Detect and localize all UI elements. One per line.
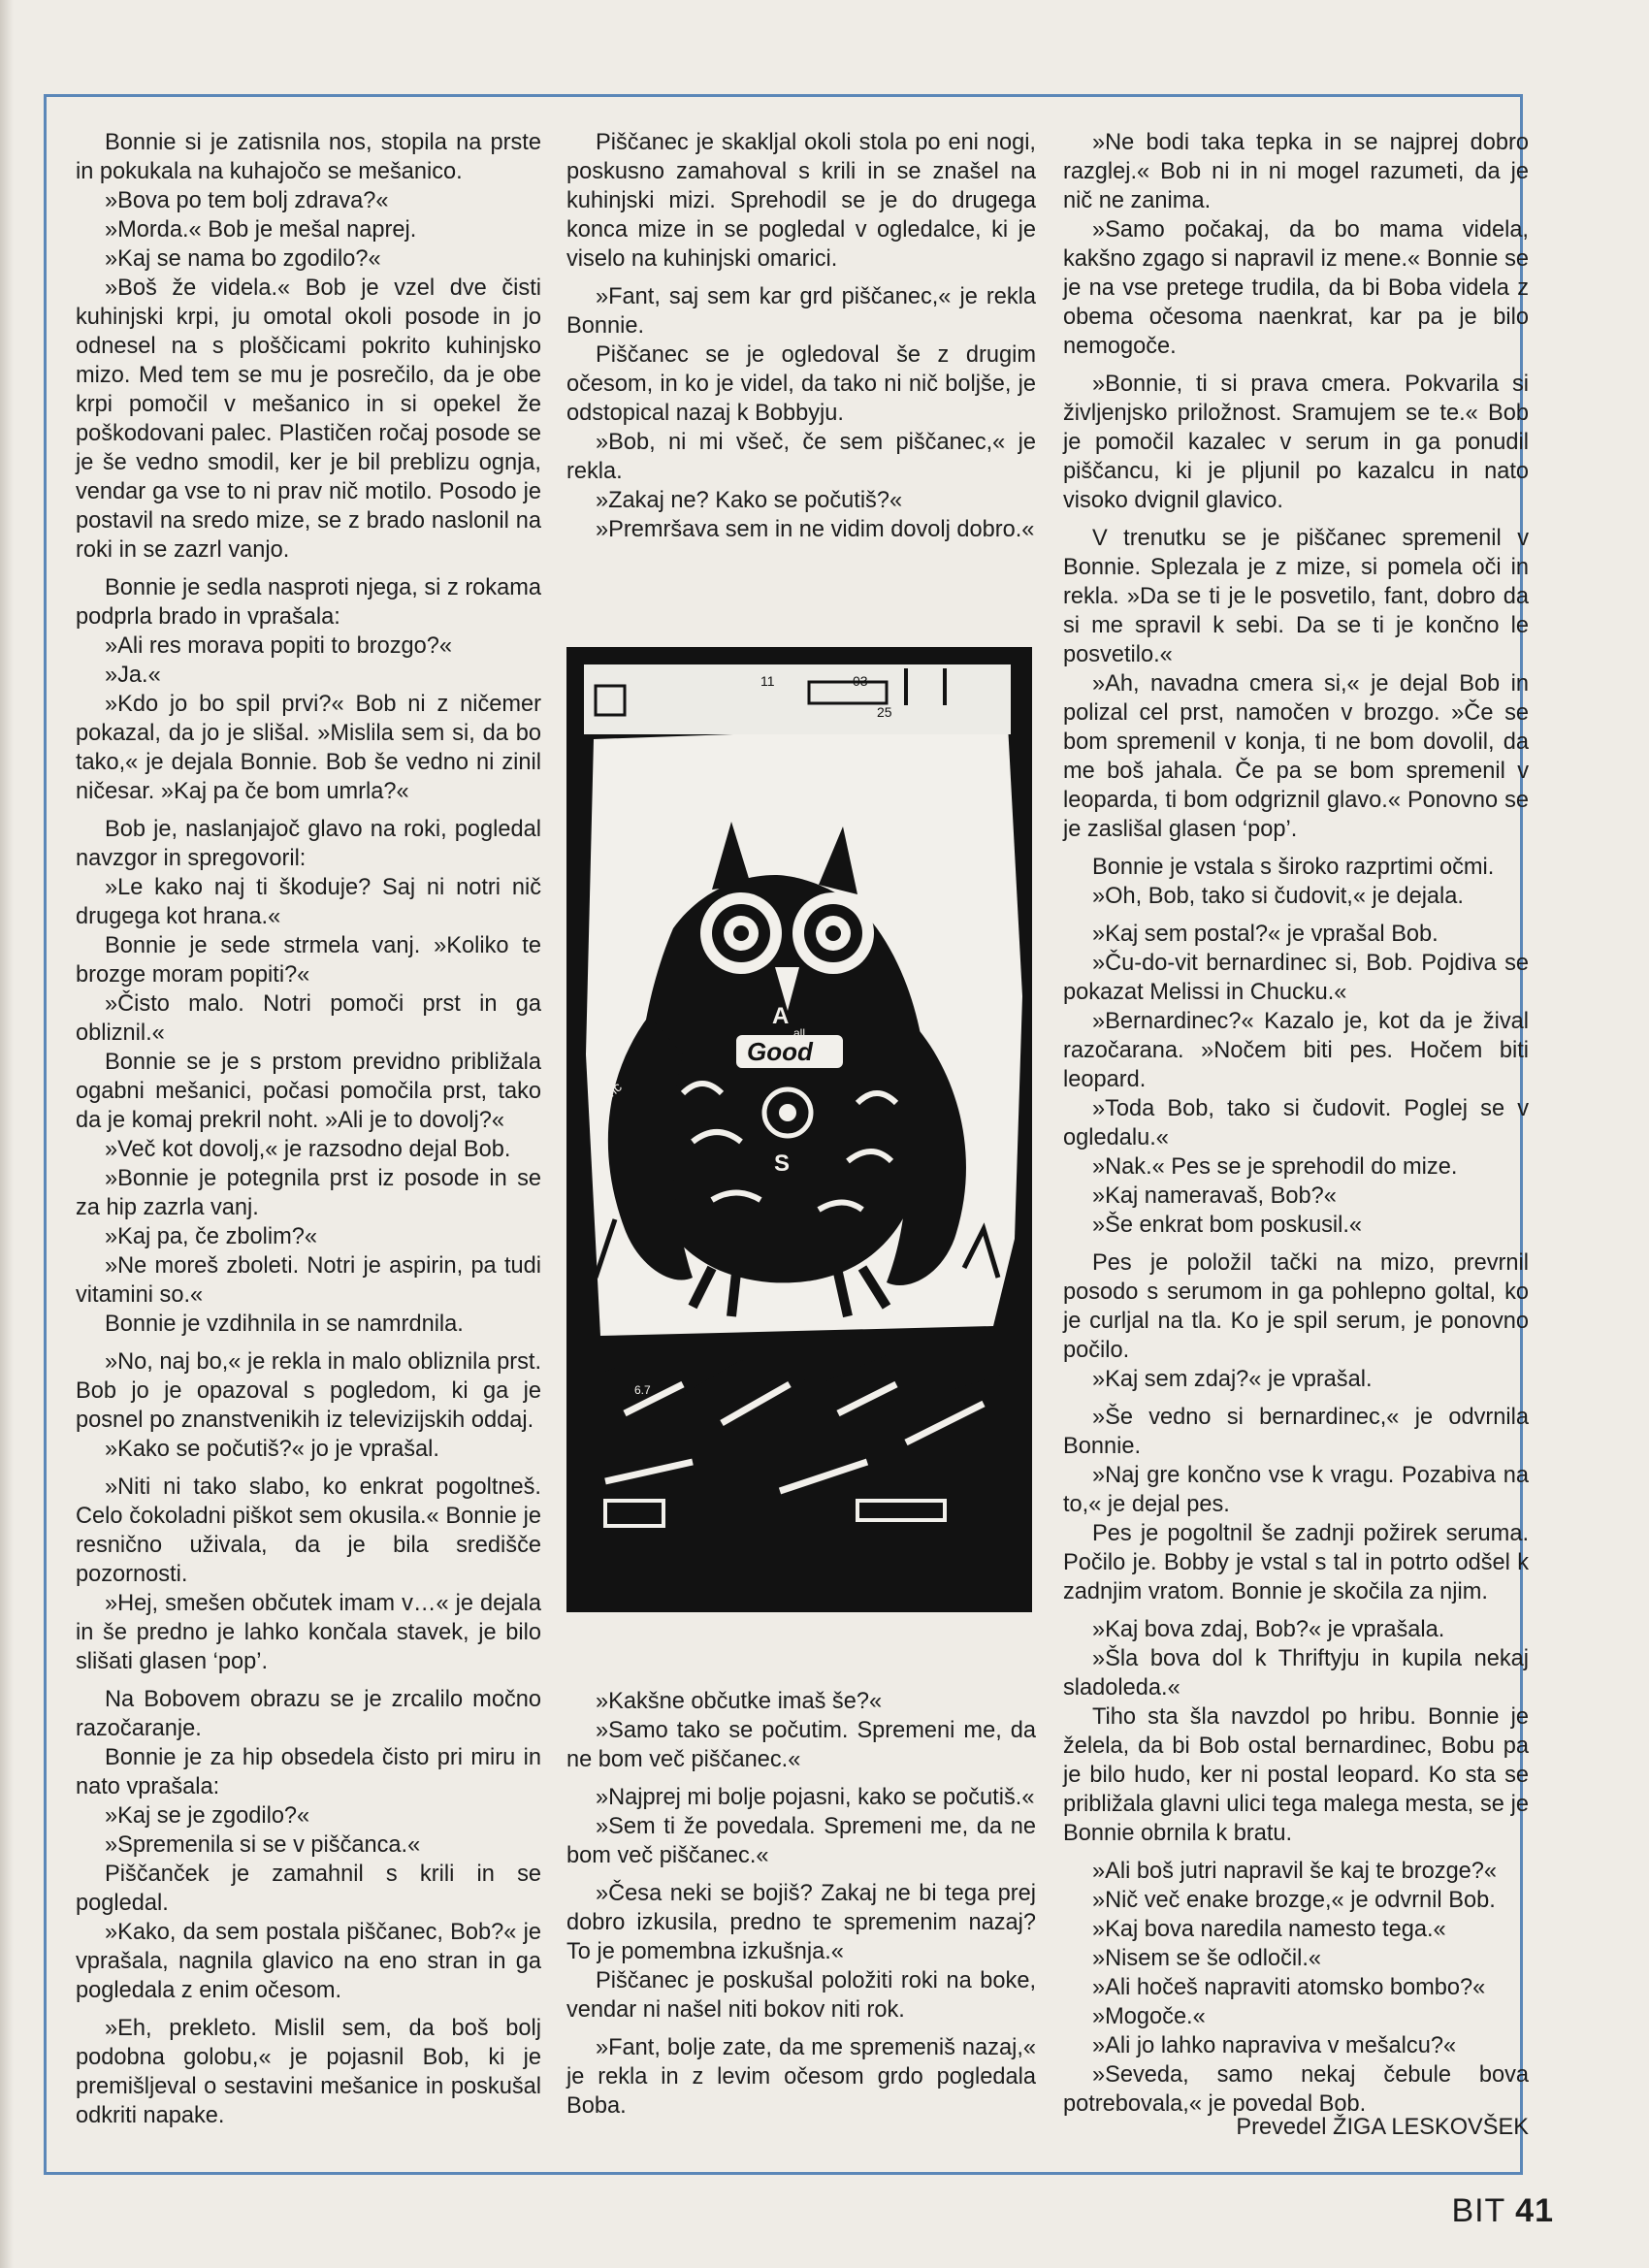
- paragraph: »Fant, bolje zate, da me spremeniš nazaj,« je rekla in z levim očesom grdo pogledala Boba.: [566, 2035, 1036, 2119]
- paragraph: »Hej, smešen občutek imam v…« je dejala in še predno je lahko končala stavek, je bilo slišati glasen ‘pop’.: [76, 1591, 541, 1674]
- paragraph: »Fant, saj sem kar grd piščanec,« je rekla Bonnie.: [566, 284, 1036, 339]
- paragraph: »Ne bodi taka tepka in se najprej dobro razglej.« Bob ni in ni mogel razumeti, da je nič ne zanima.: [1063, 130, 1529, 213]
- text-column-3: [1063, 128, 1529, 2119]
- paragraph: »Spremenila si se v piščanca.«: [105, 1832, 421, 1858]
- paragraph: »Ču-do-vit bernardinec si, Bob. Pojdiva se pokazat Melissi in Chucku.«: [1063, 951, 1529, 1005]
- debris-label: 6.7: [634, 1383, 651, 1397]
- translator-credit: Prevedel ŽIGA LESKOVŠEK: [1236, 2115, 1529, 2140]
- paragraph: »Kaj nameravaš, Bob?«: [1092, 1183, 1337, 1209]
- paragraph: V trenutku se je piščanec spremenil v Bonnie. Splezala je z mize, si pomela oči in rekla. »Da se ti je le posvetilo, fant, dobro da si me spravil k sebi. Da se ti je končno le posvetilo.«: [1063, 526, 1529, 667]
- paragraph: »Ali jo lahko napraviva v mešalcu?«: [1092, 2033, 1457, 2058]
- owl-letter: A: [772, 1003, 790, 1029]
- text-column-2-top: [566, 128, 1036, 544]
- paragraph: Pes je pogoltnil še zadnji požirek seruma. Počilo je. Bobby je vstal s tal in potrto odšel k zadnjim vratom. Bonnie je skočila za njim.: [1063, 1521, 1529, 1604]
- paragraph: »Boš že videla.« Bob je vzel dve čisti kuhinjski krpi, ju omotal okoli posode in jo odnesel na s ploščicami pokrito kuhinjsko mizo. Med tem se mu je posrečilo, da je obe krpi pomočil v mešanico in si opekel že poškodovani palec. Plastičen ročaj posode se je še vedno smodil, ker je bil preblizu ognja, vendar ga vse to ni prav nič motilo. Posodo je postavil na sredo mize, se z brado naslonil na roki in se zazrl vanjo.: [76, 275, 541, 563]
- paragraph: »Šla bova dol k Thriftyju in kupila nekaj sladoleda.«: [1063, 1646, 1529, 1701]
- page-gutter-shadow: [0, 0, 14, 2268]
- paragraph: »Toda Bob, tako si čudovit. Poglej se v ogledalu.«: [1063, 1096, 1529, 1150]
- gauge-label: 25: [877, 704, 892, 720]
- paragraph: Bonnie je za hip obsedela čisto pri miru in nato vprašala:: [76, 1745, 541, 1799]
- paragraph: »Samo tako se počutim. Spremeni me, da ne bom več piščanec.«: [566, 1718, 1036, 1772]
- paragraph: »Kaj bova naredila namesto tega.«: [1092, 1917, 1446, 1942]
- paragraph: »Ali res morava popiti to brozgo?«: [105, 633, 453, 659]
- paragraph: »Kdo jo bo spil prvi?« Bob ni z ničemer pokazal, da jo je slišal. »Mislila sem si, da bo tako,« je dejala Bonnie. Bob še vedno ni zinil ničesar. »Kaj pa če bom umrla?«: [76, 692, 541, 804]
- paragraph: »Zakaj ne? Kako se počutiš?«: [596, 488, 903, 513]
- paragraph: »Ali hočeš napraviti atomsko bombo?«: [1092, 1975, 1486, 2000]
- paragraph: »Eh, prekleto. Mislil sem, da boš bolj podobna golobu,« je pojasnil Bob, ki je premišljeval o sestavini mešanice in poskušal odkriti napake.: [76, 2016, 541, 2128]
- paragraph: Bob je, naslanjajoč glavo na roki, pogledal navzgor in spregovoril:: [76, 817, 541, 871]
- paragraph: »Kako se počutiš?« jo je vprašal.: [105, 1437, 439, 1462]
- paragraph: »Morda.« Bob je mešal naprej.: [105, 217, 417, 243]
- paragraph: »Ne moreš zboleti. Notri je aspirin, pa tudi vitamini so.«: [76, 1253, 541, 1308]
- paragraph: »Najprej mi bolje pojasni, kako se počutiš.«: [596, 1785, 1035, 1810]
- paragraph: »Niti ni tako slabo, ko enkrat pogoltneš. Celo čokoladni piškot sem okusila.« Bonnie je resnično uživala, da je bila središče pozornosti.: [76, 1474, 541, 1587]
- paragraph: »Kako, da sem postala piščanec, Bob?« je vprašala, nagnila glavico na eno stran in ga pogledala z enim očesom.: [76, 1920, 541, 2003]
- paragraph: »Več kot dovolj,« je razsodno dejal Bob.: [105, 1137, 511, 1162]
- paragraph: »Bob, ni mi všeč, če sem piščanec,« je rekla.: [566, 430, 1036, 484]
- gauge-label: 11: [760, 673, 775, 689]
- paragraph: »Kaj pa, če zbolim?«: [105, 1224, 318, 1249]
- paragraph: »Seveda, samo nekaj čebule bova potrebovala,« je povedal Bob.: [1063, 2062, 1529, 2117]
- paragraph: Piščanec je poskušal položiti roki na boke, vendar ni našel niti bokov niti rok.: [566, 1968, 1036, 2023]
- paragraph: »Le kako naj ti škoduje? Saj ni notri nič drugega kot hrana.«: [76, 875, 541, 929]
- page-folio: [1451, 2192, 1554, 2230]
- paragraph: »Samo počakaj, da bo mama videla, kakšno zgago si napravil iz mene.« Bonnie se je na vse pretege trudila, da bi Boba videla z obema očesoma naenkrat, kar pa je bilo nemogoče.: [1063, 217, 1529, 359]
- text-column-1: [76, 128, 541, 2130]
- paragraph: »Nisem se še odločil.«: [1092, 1946, 1322, 1971]
- paragraph: »Oh, Bob, tako si čudovit,« je dejala.: [1092, 884, 1464, 909]
- paragraph: »Kaj sem postal?« je vprašal Bob.: [1092, 922, 1439, 947]
- paragraph: »Še enkrat bom poskusil.«: [1092, 1213, 1363, 1238]
- magazine-name: BIT: [1451, 2192, 1505, 2229]
- text-column-2-bottom: [566, 1687, 1036, 2121]
- owl-illustration: [566, 647, 1032, 1612]
- gauge-label: 03: [853, 673, 868, 689]
- owl-letter: S: [774, 1150, 791, 1177]
- owl-letter: all: [793, 1026, 806, 1040]
- paragraph: »Kaj sem zdaj?« je vprašal.: [1092, 1367, 1373, 1392]
- paragraph: »Premršava sem in ne vidim dovolj dobro.«: [596, 517, 1035, 542]
- paragraph: »Bova po tem bolj zdrava?«: [105, 188, 389, 213]
- paragraph: »Nič več enake brozge,« je odvrnil Bob.: [1092, 1888, 1496, 1913]
- paragraph: Na Bobovem obrazu se je zrcalilo močno razočaranje.: [76, 1687, 541, 1741]
- paragraph: »Ah, navadna cmera si,« je dejal Bob in polizal cel prst, namočen v brozgo. »Če se bom spremenil v konja, ti ne bom dovolil, da me boš jahala. Če pa se bom spremenil v leoparda, ti bom odgriznil glavo.« Ponovno se je zaslišal glasen ‘pop’.: [1063, 671, 1529, 842]
- paragraph: »Nak.« Pes se je sprehodil do mize.: [1092, 1154, 1458, 1180]
- paragraph: »Ali boš jutri napravil še kaj te brozge?«: [1092, 1859, 1498, 1884]
- paragraph: »Bonnie je potegnila prst iz posode in se za hip zazrla vanj.: [76, 1166, 541, 1220]
- paragraph: »Česa neki se bojiš? Zakaj ne bi tega prej dobro izkusila, predno te spremenim nazaj? To je pomembna izkušnja.«: [566, 1881, 1036, 1964]
- paragraph: »Bernardinec?« Kazalo je, kot da je žival razočarana. »Nočem biti pes. Hočem biti leopard.: [1063, 1009, 1529, 1092]
- paragraph: »Naj gre končno vse k vragu. Pozabiva na to,« je dejal pes.: [1063, 1463, 1529, 1517]
- paragraph: Bonnie je sedla nasproti njega, si z rokama podprla brado in vprašala:: [76, 575, 541, 630]
- paragraph: »Kaj bova zdaj, Bob?« je vprašala.: [1092, 1617, 1445, 1642]
- owl-badge-text: Good: [747, 1037, 813, 1066]
- paragraph: »Kaj se nama bo zgodilo?«: [105, 246, 381, 272]
- paragraph: Bonnie si je zatisnila nos, stopila na prste in pokukala na kuhajočo se mešanico.: [76, 130, 541, 184]
- page-number: 41: [1515, 2192, 1554, 2229]
- paragraph: »Kaj se je zgodilo?«: [105, 1803, 310, 1829]
- paragraph: »No, naj bo,« je rekla in malo obliznila prst. Bob jo je opazoval s pogledom, ki ga je posnel po znanstvenikih iz televizijskih oddaj.: [76, 1349, 541, 1433]
- paragraph: »Sem ti že povedala. Spremeni me, da ne bom več piščanec.«: [566, 1814, 1036, 1868]
- paragraph: »Ja.«: [105, 663, 161, 688]
- paragraph: Bonnie je vstala s široko razprtimi očmi.: [1092, 855, 1495, 880]
- paragraph: Piščanec se je ogledoval še z drugim očesom, in ko je videl, da tako ni nič boljše, je odstopical nazaj k Bobbyju.: [566, 342, 1036, 426]
- paragraph: Bonnie je vzdihnila in se namrdnila.: [105, 1312, 464, 1337]
- paragraph: Bonnie se je s prstom previdno približala ogabni mešanici, počasi pomočila prst, tako da je komaj prekril noht. »Ali je to dovolj?«: [76, 1050, 541, 1133]
- paragraph: Piščanček je zamahnil s krili in se pogledal.: [76, 1862, 541, 1916]
- paragraph: »Bonnie, ti si prava cmera. Pokvarila si življenjsko priložnost. Sramujem se te.« Bob je pomočil kazalec v serum in ga ponudil piščancu, ki je pljunil po kazalcu in nato visoko dvignil glavico.: [1063, 372, 1529, 513]
- paragraph: Bonnie je sede strmela vanj. »Koliko te brozge moram popiti?«: [76, 933, 541, 988]
- paragraph: Pes je položil tački na mizo, prevrnil posodo s serumom in ga pohlepno goltal, ko je curljal na tla. Ko je spil serum, je ponovno počilo.: [1063, 1250, 1529, 1363]
- paragraph: »Kakšne občutke imaš še?«: [596, 1689, 883, 1714]
- paragraph: »Čisto malo. Notri pomoči prst in ga obliznil.«: [76, 991, 541, 1046]
- paragraph: »Mogoče.«: [1092, 2004, 1206, 2029]
- paragraph: »Še vedno si bernardinec,« je odvrnila Bonnie.: [1063, 1405, 1529, 1459]
- paragraph: Tiho sta šla navzdol po hribu. Bonnie je želela, da bi Bob ostal bernardinec, Bobu pa je bilo hudo, ker ni postal leopard. Ko sta se približala glavni ulici tega malega mesta, se je Bonnie obrnila k bratu.: [1063, 1704, 1529, 1846]
- paragraph: Piščanec je skakljal okoli stola po eni nogi, poskusno zamahoval s krili in se znašel na kuhinjski mizi. Sprehodil se je do drugega konca mize in se pogledal v ogledalce, ki je viselo na kuhinjski omarici.: [566, 130, 1036, 272]
- owl-side-label: rmc: [597, 1079, 625, 1106]
